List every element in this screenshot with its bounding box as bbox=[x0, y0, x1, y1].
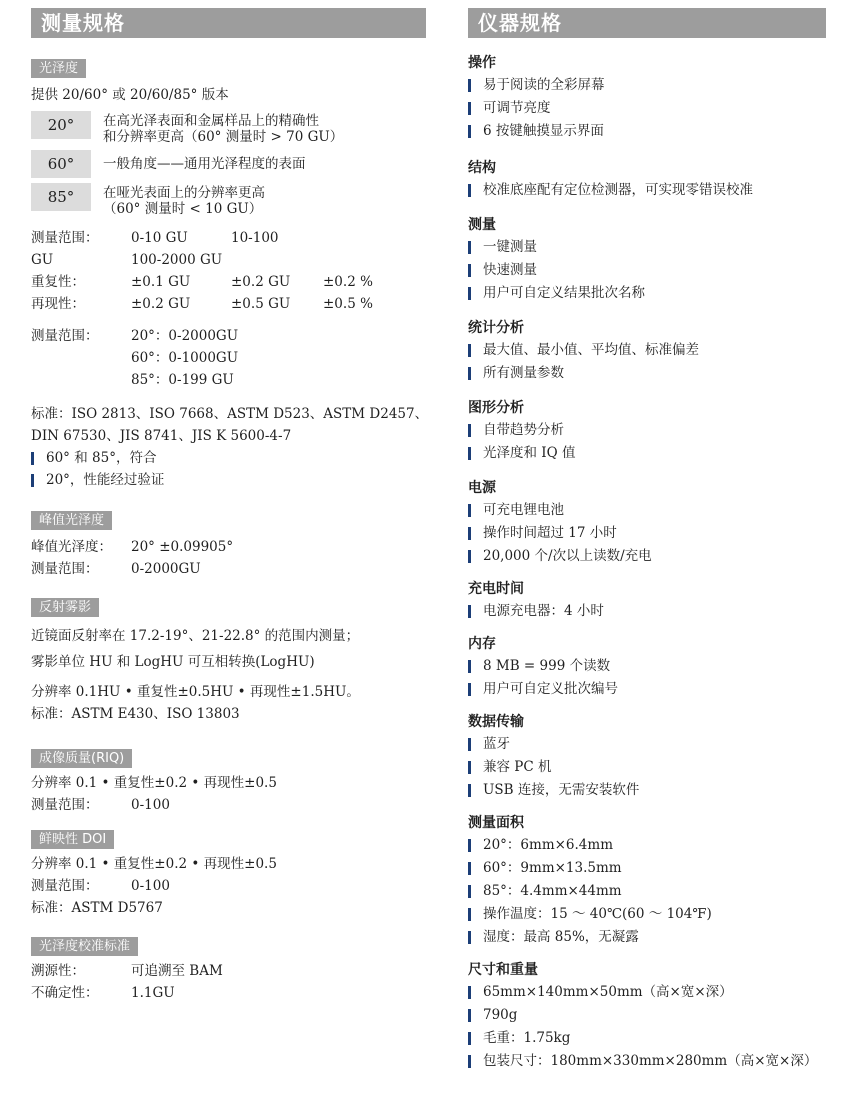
spec-item bbox=[468, 857, 826, 880]
spec-item-text: 操作时间超过 17 小时 bbox=[483, 525, 617, 541]
instrument-specs-banner: 仪器规格 bbox=[468, 8, 826, 38]
spec-item bbox=[468, 419, 826, 442]
measurement-specs-column bbox=[31, 8, 429, 1004]
bullet-bar-icon bbox=[468, 287, 471, 300]
bullet-bar-icon bbox=[468, 241, 471, 254]
spec-item bbox=[468, 522, 826, 545]
angle-range-label: 测量范围： bbox=[31, 328, 99, 344]
spec-item bbox=[468, 903, 826, 926]
spec-section bbox=[468, 633, 826, 701]
spec-item bbox=[468, 678, 826, 701]
bullet-bar-icon bbox=[468, 550, 471, 563]
angle-box-60: 60° bbox=[31, 150, 91, 178]
riq-line-1: 分辨率 0.1 • 重复性±0.2 • 再现性±0.5 bbox=[31, 775, 277, 791]
spec-item-text: 20°：6mm×6.4mm bbox=[483, 837, 614, 853]
bullet-bar-icon bbox=[468, 839, 471, 852]
spec-section-heading: 尺寸和重量 bbox=[468, 962, 538, 978]
spec-item-text: 20,000 个/次以上读数/充电 bbox=[483, 548, 652, 564]
angle-range-20: 20°：0-2000GU bbox=[131, 328, 239, 344]
spec-section bbox=[468, 578, 826, 623]
spec-section bbox=[468, 711, 826, 802]
gloss-bullet: 60° 和 85°，符合 bbox=[31, 447, 426, 469]
spec-item bbox=[468, 834, 826, 857]
bullet-bar-icon bbox=[468, 1009, 471, 1022]
angle-85-desc-2: （60° 测量时 < 10 GU） bbox=[103, 201, 263, 217]
spec-item-text: 湿度：最高 85%，无凝露 bbox=[483, 929, 639, 945]
bullet-bar-icon bbox=[468, 784, 471, 797]
angle-20-desc-2: 和分辨率更高（60° 测量时 > 70 GU） bbox=[103, 129, 344, 145]
spec-section bbox=[468, 157, 826, 202]
spec-item bbox=[468, 1050, 826, 1073]
spec-item-text: 自带趋势分析 bbox=[483, 422, 564, 438]
spec-item bbox=[468, 1027, 826, 1050]
angle-60-desc: 一般角度——通用光泽程度的表面 bbox=[103, 156, 306, 172]
gloss-row-range-cont: GU 100-2000 GU bbox=[31, 252, 223, 268]
spec-section-heading: 充电时间 bbox=[468, 581, 524, 597]
spec-item bbox=[468, 179, 826, 202]
spec-item-text: 60°：9mm×13.5mm bbox=[483, 860, 622, 876]
angle-row-60 bbox=[31, 150, 426, 178]
spec-item-text: 包装尺寸：180mm×330mm×280mm（高×宽×深） bbox=[483, 1053, 818, 1069]
calibration-block: 溯源性： 可追溯至 BAM 不确定性： 1.1GU bbox=[31, 963, 223, 1001]
spec-item-text: 操作温度：15 ～ 40℃(60 ～ 104℉) bbox=[483, 906, 712, 922]
haze-standard: 标准：ASTM E430、ISO 13803 bbox=[31, 706, 240, 722]
calibration-tag: 光泽度校准标准 bbox=[31, 937, 138, 956]
gloss-row-repeatability: 重复性： ±0.1 GU ±0.2 GU ±0.2 % bbox=[31, 274, 373, 290]
spec-item bbox=[468, 120, 826, 143]
spec-section-heading: 操作 bbox=[468, 55, 496, 71]
bullet-bar-icon bbox=[468, 367, 471, 380]
doi-tag: 鲜映性 DOI bbox=[31, 830, 114, 849]
spec-section bbox=[468, 477, 826, 568]
spec-section-heading: 测量面积 bbox=[468, 815, 524, 831]
bullet-bar-icon bbox=[468, 931, 471, 944]
gloss-standard-2: DIN 67530、JIS 8741、JIS K 5600-4-7 bbox=[31, 428, 292, 444]
gloss-standard-1: 标准：ISO 2813、ISO 7668、ASTM D523、ASTM D2457、 bbox=[31, 406, 429, 422]
bullet-bar-icon bbox=[31, 474, 34, 487]
spec-item-text: 用户可自定义结果批次名称 bbox=[483, 285, 645, 301]
gloss-spec-table bbox=[31, 227, 426, 315]
bullet-bar-icon bbox=[468, 660, 471, 673]
bullet-bar-icon bbox=[468, 605, 471, 618]
bullet-bar-icon bbox=[468, 908, 471, 921]
spec-item-text: 一键测量 bbox=[483, 239, 537, 255]
peak-gloss-tag: 峰值光泽度 bbox=[31, 511, 112, 530]
spec-item-text: 光泽度和 IQ 值 bbox=[483, 445, 576, 461]
spec-item-text: 用户可自定义批次编号 bbox=[483, 681, 618, 697]
peak-gloss-block: 峰值光泽度： 20° ±0.09905° 测量范围： 0-2000GU bbox=[31, 539, 234, 577]
angle-box-20: 20° bbox=[31, 111, 91, 139]
spec-item-text: 可调节亮度 bbox=[483, 100, 551, 116]
spec-item-text: 65mm×140mm×50mm（高×宽×深） bbox=[483, 984, 733, 1000]
bullet-bar-icon bbox=[468, 885, 471, 898]
bullet-bar-icon bbox=[468, 1055, 471, 1068]
bullet-bar-icon bbox=[468, 683, 471, 696]
bullet-bar-icon bbox=[468, 184, 471, 197]
spec-item-text: 790g bbox=[483, 1007, 518, 1023]
spec-item-text: 85°：4.4mm×44mm bbox=[483, 883, 622, 899]
spec-item-text: 快速测量 bbox=[483, 262, 537, 278]
bullet-bar-icon bbox=[468, 1032, 471, 1045]
bullet-bar-icon bbox=[468, 738, 471, 751]
spec-item bbox=[468, 926, 826, 949]
spec-item-text: 所有测量参数 bbox=[483, 365, 564, 381]
spec-item-text: 6 按键触摸显示界面 bbox=[483, 123, 604, 139]
spec-section bbox=[468, 397, 826, 465]
spec-item-text: 可充电锂电池 bbox=[483, 502, 564, 518]
bullet-bar-icon bbox=[468, 125, 471, 138]
spec-item bbox=[468, 880, 826, 903]
spec-item-text: 电源充电器：4 小时 bbox=[483, 603, 604, 619]
bullet-bar-icon bbox=[468, 527, 471, 540]
angle-range-85: 85°：0-199 GU bbox=[131, 372, 234, 388]
haze-tag: 反射雾影 bbox=[31, 598, 99, 617]
bullet-bar-icon bbox=[468, 79, 471, 92]
spec-item-text: 易于阅读的全彩屏幕 bbox=[483, 77, 605, 93]
spec-item bbox=[468, 981, 826, 1004]
instrument-specs-column bbox=[468, 8, 826, 1073]
spec-item bbox=[468, 236, 826, 259]
riq-tag: 成像质量(RIQ) bbox=[31, 749, 132, 768]
bullet-bar-icon bbox=[31, 452, 34, 465]
spec-item bbox=[468, 655, 826, 678]
angle-20-desc-1: 在高光泽表面和金属样品上的精确性 bbox=[103, 113, 319, 129]
spec-item bbox=[468, 1004, 826, 1027]
spec-item bbox=[468, 339, 826, 362]
haze-line-1: 近镜面反射率在 17.2-19°、21-22.8° 的范围内测量； bbox=[31, 628, 360, 644]
spec-section bbox=[468, 214, 826, 305]
angle-85-desc-1: 在哑光表面上的分辨率更高 bbox=[103, 185, 265, 201]
spec-item-text: 蓝牙 bbox=[483, 736, 510, 752]
doi-line-1: 分辨率 0.1 • 重复性±0.2 • 再现性±0.5 bbox=[31, 856, 277, 872]
spec-item bbox=[468, 282, 826, 305]
bullet-bar-icon bbox=[468, 986, 471, 999]
gloss-intro: 提供 20/60° 或 20/60/85° 版本 bbox=[31, 87, 229, 103]
gloss-tag: 光泽度 bbox=[31, 59, 86, 78]
spec-section-heading: 测量 bbox=[468, 217, 496, 233]
spec-item-text: 毛重：1.75kg bbox=[483, 1030, 571, 1046]
doi-range: 测量范围： 0-100 bbox=[31, 878, 170, 894]
gloss-row-range: 测量范围： 0-10 GU 10-100 bbox=[31, 230, 279, 246]
spec-item bbox=[468, 499, 826, 522]
haze-line-3: 分辨率 0.1HU • 重复性±0.5HU • 再现性±1.5HU。 bbox=[31, 684, 360, 700]
spec-section bbox=[468, 52, 826, 143]
spec-item bbox=[468, 74, 826, 97]
spec-section-heading: 图形分析 bbox=[468, 400, 524, 416]
spec-item bbox=[468, 97, 826, 120]
measurement-specs-banner: 测量规格 bbox=[31, 8, 426, 38]
spec-item bbox=[468, 362, 826, 385]
spec-item bbox=[468, 545, 826, 568]
spec-section-heading: 内存 bbox=[468, 636, 496, 652]
bullet-bar-icon bbox=[468, 447, 471, 460]
bullet-bar-icon bbox=[468, 862, 471, 875]
spec-section-heading: 统计分析 bbox=[468, 320, 524, 336]
bullet-bar-icon bbox=[468, 504, 471, 517]
spec-item-text: 8 MB = 999 个读数 bbox=[483, 658, 611, 674]
spec-section-heading: 结构 bbox=[468, 160, 496, 176]
bullet-bar-icon bbox=[468, 761, 471, 774]
spec-section-heading: 数据传输 bbox=[468, 714, 524, 730]
spec-section bbox=[468, 812, 826, 949]
bullet-bar-icon bbox=[468, 344, 471, 357]
spec-section bbox=[468, 959, 826, 1073]
spec-item bbox=[468, 756, 826, 779]
bullet-bar-icon bbox=[468, 102, 471, 115]
spec-item bbox=[468, 779, 826, 802]
gloss-bullet: 20°，性能经过验证 bbox=[31, 469, 426, 491]
spec-item-text: 最大值、最小值、平均值、标准偏差 bbox=[483, 342, 699, 358]
bullet-bar-icon bbox=[468, 424, 471, 437]
bullet-bar-icon bbox=[468, 264, 471, 277]
angle-range-60: 60°：0-1000GU bbox=[131, 350, 239, 366]
gloss-angle-ranges bbox=[31, 325, 426, 391]
angle-box-85: 85° bbox=[31, 183, 91, 211]
angle-row-85 bbox=[31, 183, 426, 217]
spec-item bbox=[468, 259, 826, 282]
spec-item-text: 校准底座配有定位检测器，可实现零错误校准 bbox=[483, 182, 753, 198]
spec-item-text: USB 连接，无需安装软件 bbox=[483, 782, 640, 798]
spec-section-heading: 电源 bbox=[468, 480, 496, 496]
angle-row-20 bbox=[31, 111, 426, 145]
spec-item bbox=[468, 600, 826, 623]
spec-item bbox=[468, 733, 826, 756]
gloss-row-reproducibility: 再现性： ±0.2 GU ±0.5 GU ±0.5 % bbox=[31, 296, 373, 312]
spec-item bbox=[468, 442, 826, 465]
riq-range: 测量范围： 0-100 bbox=[31, 797, 170, 813]
doi-standard: 标准：ASTM D5767 bbox=[31, 900, 163, 916]
spec-section bbox=[468, 317, 826, 385]
spec-item-text: 兼容 PC 机 bbox=[483, 759, 552, 775]
instrument-spec-sections bbox=[468, 52, 826, 1073]
haze-line-2: 雾影单位 HU 和 LogHU 可互相转换(LogHU) bbox=[31, 654, 315, 670]
